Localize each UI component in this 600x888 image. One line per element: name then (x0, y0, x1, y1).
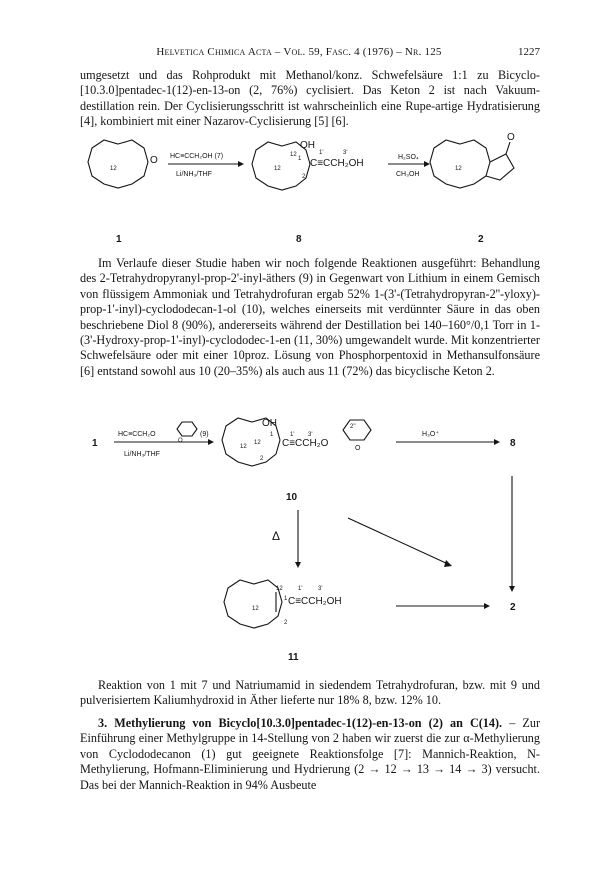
compound-label-10: 10 (286, 492, 298, 503)
reagent-sulfuric-acid: H₂SO₄ (398, 154, 419, 161)
bicyclic-ketone-oxygen: O (507, 132, 515, 143)
compound-11-position-3-prime: 3' (318, 586, 323, 592)
compound-10-chain: C≡CCH₂O (282, 438, 329, 449)
product-8-label: 8 (510, 438, 516, 449)
start-compound-1: 1 (92, 438, 98, 449)
ketone-oxygen: O (150, 155, 158, 166)
compound-10-thp-oxygen: O (355, 445, 361, 452)
paragraph-2 (80, 256, 540, 379)
diol-chain: C≡CCH₂OH (310, 158, 364, 169)
compound-10-position-1: 1 (270, 432, 274, 438)
compound-11-position-12: 12 (276, 586, 283, 592)
arrowhead-diagonal (444, 560, 452, 567)
paragraph-1-text: umgesetzt und das Rohprodukt mit Methanol/konz. Schwefelsäure 1:1 zu Bicyclo-[10.3.0]pentadec-1(12)-en-13-on (2, 76%) cyclisiert. Das Keton 2 ist nach Vakuum-destillation rein. Der Cyclisierungsschritt ist wahrscheinlich eine Rupe-artige Hydratisierung [4], kombiniert mit einer Nazarov-Cyclisierung [5] [6]. (80, 68, 540, 129)
ring-size-label-11: 12 (252, 606, 259, 612)
paragraph-3-text: Reaktion von 1 mit 7 und Natriumamid in siedendem Tetrahydrofuran, bzw. mit 9 und pulverisiertem Kaliumhydroxid in Äther lieferte nur 18% 8, bzw. 12% 10. (80, 678, 540, 708)
compound-label-1: 1 (116, 234, 122, 245)
diol-position-2: 2 (302, 174, 306, 180)
diol-position-1: 1 (298, 156, 302, 162)
compound-10-position-1-prime: 1' (290, 432, 295, 438)
compound-10-hydroxyl: OH (262, 418, 277, 429)
section-heading: 3. Methylierung von Bicyclo[10.3.0]pentadec-1(12)-en-13-on (2) an C(14). (98, 716, 503, 730)
ring-size-label-2: 12 (455, 166, 462, 172)
reagent-methanol: CH₃OH (396, 171, 420, 178)
reaction-scheme-2 (0, 414, 600, 664)
reagent-9: (9) (200, 431, 209, 438)
compound-11-position-2: 2 (284, 620, 288, 626)
cyclododecanone-structure (88, 140, 148, 188)
arrowhead-1 (238, 161, 244, 167)
compound-10-position-2pp: 2'' (350, 424, 356, 430)
arrowhead-vertical (509, 586, 515, 592)
reagent-thp-oxygen: O (178, 438, 183, 444)
ring-size-label-8: 12 (274, 166, 281, 172)
compound-10-position-12: 12 (254, 440, 261, 446)
compound-11-chain: C≡CCH₂OH (288, 596, 342, 607)
diol-position-1-prime: 1' (319, 150, 324, 156)
compound-label-11: 11 (288, 652, 299, 663)
arrowhead-4 (494, 439, 500, 445)
reaction-arrow-diagonal (348, 518, 448, 564)
compound-11-position-1-prime: 1' (298, 586, 303, 592)
paragraph-1 (80, 68, 540, 130)
compound-10-position-3-prime: 3' (308, 432, 313, 438)
heat-symbol: Δ (272, 529, 281, 543)
reagent-thp-ring (177, 422, 197, 436)
ring-size-label-1: 12 (110, 166, 117, 172)
reaction-scheme-1 (0, 130, 600, 250)
arrowhead-5 (484, 603, 490, 609)
section-3 (80, 716, 540, 793)
page-number: 1227 (518, 46, 540, 58)
thp-ring-10 (343, 420, 371, 440)
arrowhead-3 (208, 439, 214, 445)
running-header (80, 46, 540, 58)
diol-hydroxyl: OH (300, 140, 315, 151)
compound-11-position-1: 1 (284, 596, 288, 602)
compound-10-position-2: 2 (260, 456, 264, 462)
diol-position-12: 12 (290, 152, 297, 158)
paragraph-2-text: Im Verlaufe dieser Studie haben wir noch folgende Reaktionen ausgeführt: Behandlung des 2-Tetrahydropyranyl-prop-2'-inyl-äthers (9) in Gegenwart von Lithium in einem Gemisch von flüssigem Ammoniak und Tetrahydrofuran ergab 52% 1-(3'-(Tetrahydropyran-2''-yloxy)-prop-1'-inyl)-cyclododecan-1-ol (10), welches einerseits mit verdünnter Säure in das oben beschriebene Diol 8 (90%), andererseits während der Destillation bei 140–160°/0,1 Torr in 1-(3'-Hydroxy-prop-1'-inyl)-cyclododec-1-en (11, 30%) umgewandelt wurde. Mit konzentrierter Schwefelsäure oder mit einer 10proz. Lösung von Phosphorpentoxid in Methansulfonsäure [6] entstand sowohl aus 10 (20–35%) als auch aus 11 (72%) das bicyclische Keton 2. (80, 256, 540, 378)
compound-label-8: 8 (296, 234, 302, 245)
arrowhead-heat (295, 562, 301, 568)
paragraph-3 (80, 678, 540, 709)
product-2-label: 2 (510, 602, 516, 613)
diol-position-3-prime: 3' (343, 150, 348, 156)
reagent-li-nh3-thf: Li/NH₃/THF (176, 171, 212, 178)
reagent-thp-ether: HC≡CCH₂O (118, 431, 156, 438)
reagent-li-nh3-thf-2: Li/NH₃/THF (124, 451, 160, 458)
journal-citation: Helvetica Chimica Acta – Vol. 59, Fasc. 4 (1976) – Nr. 125 (156, 46, 442, 58)
paragraph-4-text: – Zur Einführung einer Methylgruppe in 14-Stellung von 2 haben wir zuerst die zur α-Methylierung von Cyclododecanon (1) gut geeignete Reaktionsfolge [7]: Mannich-Reaktion, N-Methylierung, Hofmann-Eliminierung und Hydrierung (2 → 12 → 13 → 14 → 3) versucht. Das bei der Mannich-Reaktion in 94% Ausbeute (80, 716, 541, 792)
reagent-acid-h3o: H₃O⁺ (422, 431, 440, 438)
cyclododecene-11-structure (224, 580, 282, 628)
ring-size-label-10: 12 (240, 444, 247, 450)
reagent-propargyl-alcohol: HC≡CCH₂OH (7) (170, 153, 224, 160)
arrowhead-2 (424, 161, 430, 167)
compound-label-2: 2 (478, 234, 484, 245)
bicyclic-ketone-2-structure (430, 140, 514, 188)
